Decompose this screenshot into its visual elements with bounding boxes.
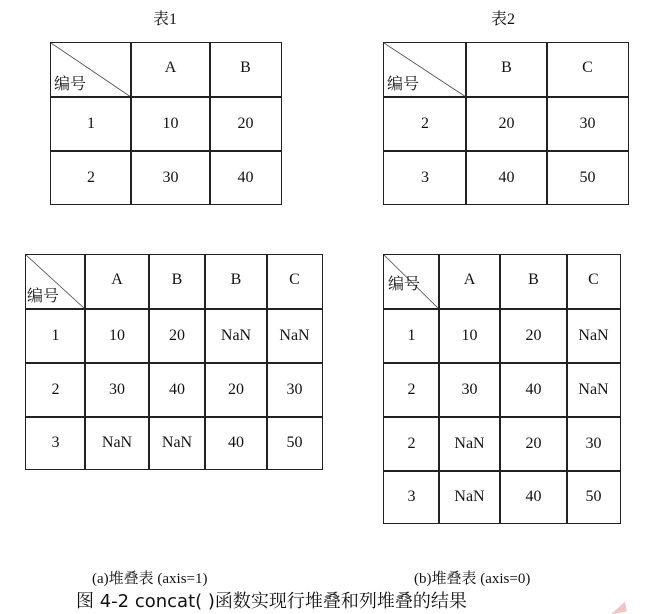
row-index: 2 <box>421 115 429 132</box>
table-cell: 10 <box>109 327 125 344</box>
corner-label: 编号 <box>27 286 60 305</box>
row-index: 3 <box>51 434 60 451</box>
corner-label: 编号 <box>54 74 87 93</box>
row-index: 3 <box>421 169 429 186</box>
table-b-axis0 <box>383 254 621 524</box>
column-header: A <box>111 271 123 288</box>
table-cell: 30 <box>109 381 125 398</box>
table-cell: 30 <box>162 169 179 186</box>
table1-title: 表1 <box>152 11 177 28</box>
row-index: 2 <box>51 381 60 398</box>
column-header: B <box>528 271 539 288</box>
table-cell: 40 <box>498 169 515 186</box>
table-cell: 20 <box>228 381 244 398</box>
column-header: C <box>289 271 300 288</box>
column-header: B <box>240 59 251 76</box>
table-b-caption: (b)堆叠表 (axis=0) <box>414 571 531 587</box>
table-cell: 20 <box>498 115 515 132</box>
table-cell: NaN <box>101 434 133 451</box>
column-header: A <box>164 59 177 76</box>
row-index: 3 <box>407 488 416 505</box>
table-cell: 20 <box>525 435 542 452</box>
table-cell: NaN <box>454 435 485 452</box>
table1 <box>50 42 282 205</box>
table-cell: 30 <box>579 115 596 132</box>
figure-caption: 图 4-2 concat( )函数实现行堆叠和列堆叠的结果 <box>76 591 467 612</box>
row-index: 2 <box>407 381 416 398</box>
row-index: 2 <box>87 169 95 186</box>
corner-header-cell <box>26 255 85 309</box>
column-header: B <box>171 271 183 288</box>
table-cell: 50 <box>286 434 303 451</box>
corner-header-cell <box>51 43 131 97</box>
column-header: A <box>463 271 476 288</box>
table-cell: 40 <box>525 488 542 505</box>
table-cell: 50 <box>585 488 602 505</box>
table-cell: 20 <box>525 327 542 344</box>
table-cell: NaN <box>279 327 310 344</box>
column-header: C <box>582 59 593 76</box>
table2-title: 表2 <box>490 11 515 28</box>
table-cell: 20 <box>237 115 254 132</box>
corner-header-cell <box>384 255 439 309</box>
table2 <box>383 42 629 205</box>
table-cell: 40 <box>228 434 244 451</box>
corner-label: 编号 <box>388 274 421 293</box>
row-index: 1 <box>87 115 95 132</box>
table-cell: 30 <box>461 381 478 398</box>
table-cell: NaN <box>578 381 609 398</box>
table-cell: 10 <box>162 115 179 132</box>
table-cell: 10 <box>461 327 478 344</box>
table-cell: NaN <box>454 488 485 505</box>
column-header: B <box>230 271 242 288</box>
table-cell: 50 <box>579 169 596 186</box>
row-index: 2 <box>407 435 416 452</box>
table-cell: 30 <box>585 435 602 452</box>
table-cell: NaN <box>578 327 609 344</box>
column-header: B <box>501 59 512 76</box>
watermark-mark <box>609 602 626 614</box>
table-cell: 40 <box>525 381 542 398</box>
table-a-axis1 <box>25 254 323 470</box>
row-index: 1 <box>407 327 416 344</box>
table-cell: 20 <box>169 327 185 344</box>
table-cell: NaN <box>220 327 252 344</box>
table-a-caption: (a)堆叠表 (axis=1) <box>92 571 208 587</box>
column-header: C <box>588 271 599 288</box>
table-cell: 30 <box>286 381 303 398</box>
table-cell: NaN <box>161 434 193 451</box>
row-index: 1 <box>51 327 60 344</box>
corner-header-cell <box>384 43 466 97</box>
table-cell: 40 <box>169 381 185 398</box>
corner-label: 编号 <box>387 74 420 93</box>
table-cell: 40 <box>237 169 254 186</box>
